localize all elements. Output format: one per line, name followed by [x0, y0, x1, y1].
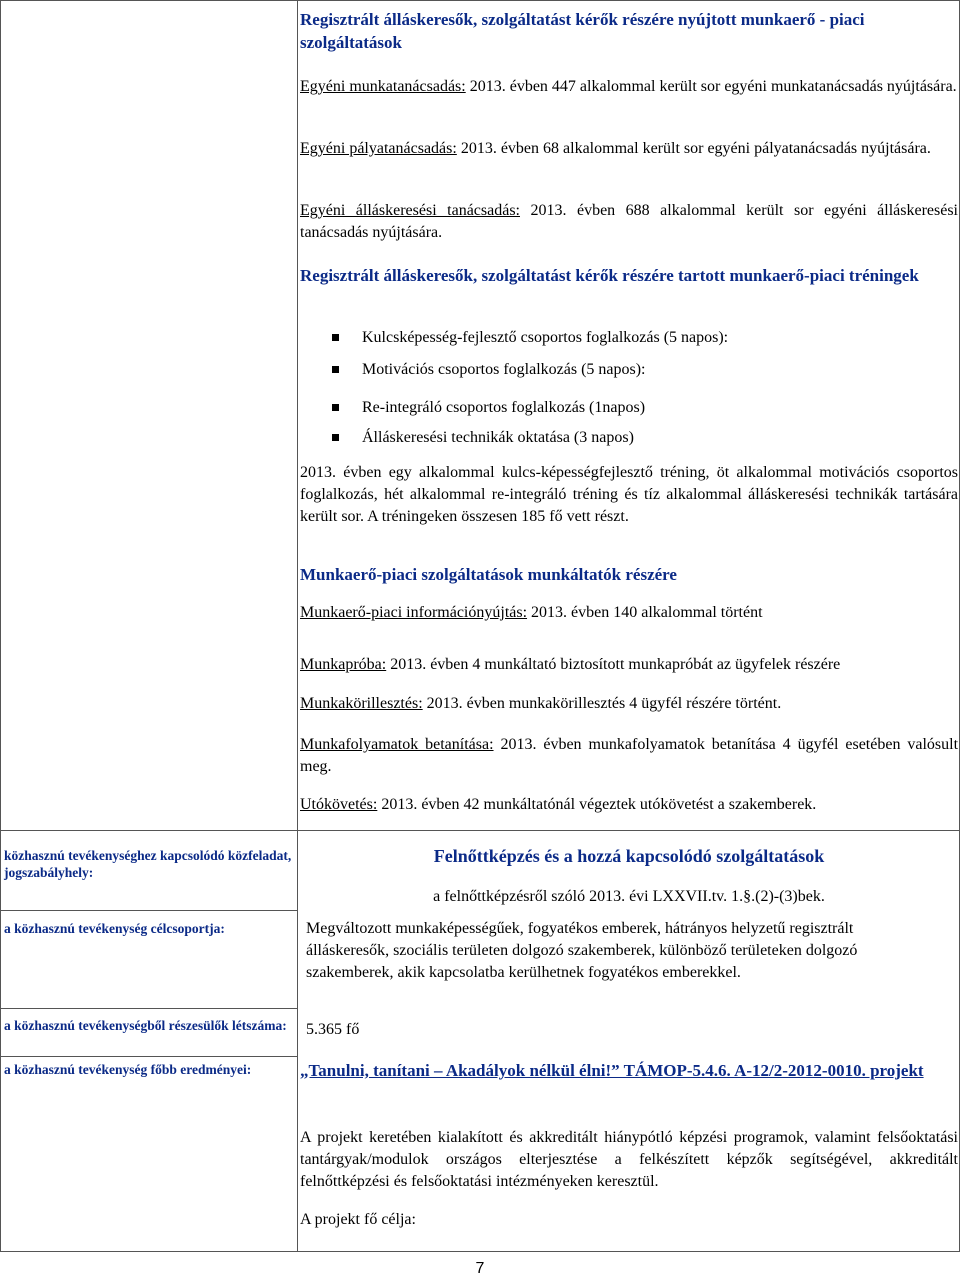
- service-item: Munkakörillesztés: 2013. évben munkakörillesztés 4 ügyfél részére történt.: [300, 695, 782, 712]
- project-description: A projekt keretében kialakított és akkreditált hiánypótló képzési programok, valamint felsőoktatási tantárgyak/modulok országos elterjesztése a felkészített képzők segítségével, akkreditált felnőttképzési és felsőoktatási intézményeken keresztül.: [300, 1129, 958, 1190]
- section1-title: Regisztrált álláskeresők, szolgáltatást kérők részére nyújtott munkaerő - piaci szolgáltatások: [300, 10, 865, 52]
- bullet-square-icon: [332, 334, 339, 341]
- row-divider-label3: [0, 1008, 298, 1009]
- para1-label: Egyéni munkatanácsadás:: [300, 78, 466, 95]
- label-results: a közhasznú tevékenység főbb eredményei:: [4, 1062, 252, 1077]
- training-summary: 2013. évben egy alkalommal kulcs-képességfejlesztő tréning, öt alkalommal motivációs csoportos foglalkozás, hét alkalommal re-integráló tréning és tíz alkalommal álláskeresési technikák tartására került sor. A tréningeken összesen 185 fő vett részt.: [300, 464, 958, 525]
- para3-label: Egyéni álláskeresési tanácsadás:: [300, 202, 520, 219]
- label-target-group: a közhasznú tevékenység célcsoportja:: [4, 921, 225, 936]
- label-participants: a közhasznú tevékenységből részesülők létszáma:: [4, 1018, 287, 1033]
- service-item: Munkafolyamatok betanítása: 2013. évben munkafolyamatok betanítása 4 ügyfél esetében valósult meg.: [300, 736, 959, 775]
- project-goal: A projekt fő célja:: [300, 1211, 416, 1228]
- service-item: Munkapróba: 2013. évben 4 munkáltató biztosított munkapróbát az ügyfelek részére: [300, 656, 841, 673]
- service-item: Munkaerő-piaci információnyújtás: 2013. évben 140 alkalommal történt: [300, 604, 763, 621]
- row-divider-label2: [0, 910, 298, 911]
- label-public-task: közhasznú tevékenységhez kapcsolódó közfeladat, jogszabályhely:: [4, 848, 292, 880]
- project-title: „Tanulni, tanítani – Akadályok nélkül élni!” TÁMOP-5.4.6. A-12/2-2012-0010. projekt: [300, 1061, 924, 1080]
- bullet-square-icon: [332, 404, 339, 411]
- participant-count: 5.365 fő: [306, 1021, 360, 1038]
- row-divider-top: [0, 830, 960, 831]
- section1-para2: [300, 138, 958, 160]
- column-divider: [297, 0, 298, 1252]
- para1-text: 2013. évben 447 alkalommal került sor egyéni munkatanácsadás nyújtására.: [465, 78, 957, 95]
- law-reference: a felnőttképzésről szóló 2013. évi LXXVII.tv. 1.§.(2)-(3)bek.: [433, 888, 825, 905]
- section1-para1: [300, 76, 958, 98]
- page-number: 7: [475, 1260, 485, 1277]
- bullet-square-icon: [332, 366, 339, 373]
- para3-text: 2013. évben 688 alkalommal került sor egyéni álláskeresési tanácsadás nyújtására.: [300, 202, 958, 241]
- adult-education-title: Felnőttképzés és a hozzá kapcsolódó szolgáltatások: [433, 846, 825, 866]
- section1-para3: [300, 200, 958, 244]
- target-group-text: Megváltozott munkaképességűek, fogyatékos emberek, hátrányos helyzetű regisztrált álláskeresők, szociális területen dolgozó szakemberek, különböző területeken dolgozó szakemberek, akik kapcsolatba kerülhetnek fogyatékos emberekkel.: [306, 920, 858, 981]
- para2-text: 2013. évben 68 alkalommal került sor egyéni pályatanácsadás nyújtására.: [456, 140, 931, 157]
- section3-title: Munkaerő-piaci szolgáltatások munkáltatók részére: [300, 565, 677, 584]
- bullet-square-icon: [332, 434, 339, 441]
- row-divider-label4: [0, 1056, 298, 1057]
- section2-title: Regisztrált álláskeresők, szolgáltatást kérők részére tartott munkaerő-piaci tréningek: [300, 266, 919, 285]
- para2-label: Egyéni pályatanácsadás:: [300, 140, 457, 157]
- service-item: Utókövetés: 2013. évben 42 munkáltatónál végeztek utókövetést a szakemberek.: [300, 796, 817, 813]
